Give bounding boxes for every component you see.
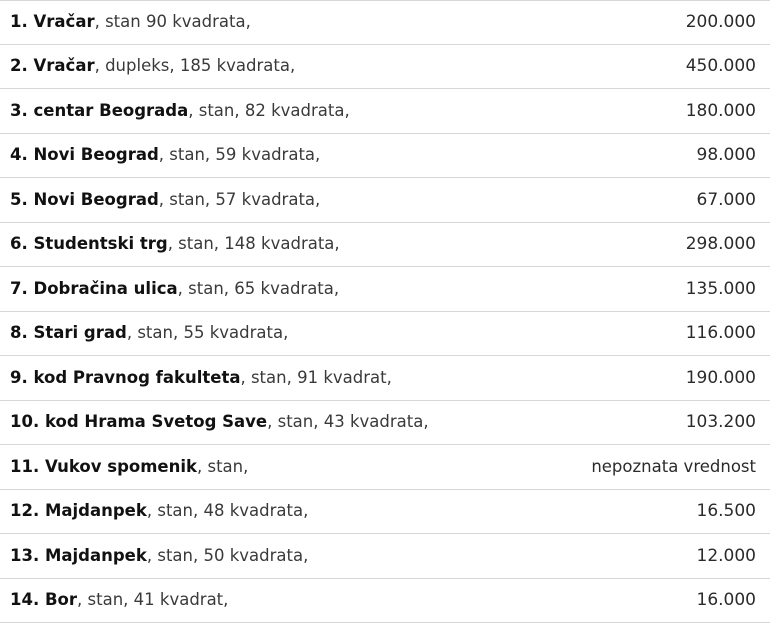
property-location: 3. centar Beograda — [10, 101, 189, 120]
property-description — [10, 502, 636, 520]
property-value: 98.000 — [696, 145, 756, 166]
property-description — [10, 324, 636, 342]
property-details: , stan, 59 kvadrata, — [158, 146, 321, 165]
property-value: 298.000 — [685, 234, 756, 255]
property-description — [10, 191, 636, 209]
table-row — [0, 0, 770, 45]
property-value: 12.000 — [696, 545, 756, 566]
property-value: 180.000 — [685, 100, 756, 121]
property-location: 8. Stari grad — [10, 324, 127, 343]
property-value: 16.000 — [696, 590, 756, 611]
property-description — [10, 547, 636, 565]
table-row — [0, 45, 770, 90]
table-row — [0, 223, 770, 268]
table-row — [0, 401, 770, 446]
property-value: 450.000 — [685, 56, 756, 77]
table-row — [0, 490, 770, 535]
property-location: 7. Dobračina ulica — [10, 279, 178, 298]
property-location: 4. Novi Beograd — [10, 146, 159, 165]
property-description — [10, 146, 636, 164]
property-value: nepoznata vrednost — [591, 457, 756, 477]
table-row — [0, 312, 770, 357]
table-row — [0, 267, 770, 312]
property-details: , stan, 148 kvadrata, — [167, 235, 340, 254]
property-description — [10, 235, 636, 253]
property-details: , stan, 91 kvadrat, — [240, 368, 392, 387]
property-location: 1. Vračar — [10, 13, 95, 32]
property-description — [10, 280, 636, 298]
property-location: 10. kod Hrama Svetog Save — [10, 413, 268, 432]
table-row — [0, 579, 770, 623]
property-value: 200.000 — [685, 12, 756, 33]
property-value: 116.000 — [685, 323, 756, 344]
property-value: 16.500 — [696, 501, 756, 522]
property-details: , stan, 65 kvadrata, — [177, 279, 340, 298]
property-value: 67.000 — [696, 189, 756, 210]
table-row — [0, 356, 770, 401]
property-details: , stan, 48 kvadrata, — [146, 502, 309, 521]
property-details: , stan, — [197, 457, 249, 476]
property-details: , stan, 57 kvadrata, — [158, 190, 321, 209]
property-value: 103.200 — [685, 412, 756, 433]
property-description — [10, 13, 636, 31]
property-location: 6. Studentski trg — [10, 235, 168, 254]
property-location: 11. Vukov spomenik — [10, 457, 197, 476]
property-description — [10, 102, 636, 120]
property-details: , stan, 41 kvadrat, — [77, 591, 229, 610]
property-details: , stan, 43 kvadrata, — [267, 413, 429, 432]
property-value: 135.000 — [685, 278, 756, 299]
property-details: , stan, 55 kvadrata, — [126, 324, 289, 343]
property-location: 14. Bor — [10, 591, 78, 610]
property-location: 13. Majdanpek — [10, 546, 147, 565]
property-details: , stan 90 kvadrata, — [94, 13, 251, 32]
table-row — [0, 134, 770, 179]
table-row — [0, 89, 770, 134]
property-description — [10, 369, 636, 387]
table-row — [0, 445, 770, 490]
property-description — [10, 591, 636, 609]
property-details: , stan, 50 kvadrata, — [146, 546, 309, 565]
table-row — [0, 534, 770, 579]
property-location: 12. Majdanpek — [10, 502, 147, 521]
property-description — [10, 458, 591, 476]
table-row — [0, 178, 770, 223]
property-location: 2. Vračar — [10, 57, 95, 76]
property-details: , dupleks, 185 kvadrata, — [94, 57, 296, 76]
property-location: 9. kod Pravnog fakulteta — [10, 368, 241, 387]
property-description — [10, 57, 636, 75]
property-location: 5. Novi Beograd — [10, 190, 159, 209]
property-description — [10, 413, 636, 431]
property-value: 190.000 — [685, 367, 756, 388]
property-details: , stan, 82 kvadrata, — [188, 101, 350, 120]
